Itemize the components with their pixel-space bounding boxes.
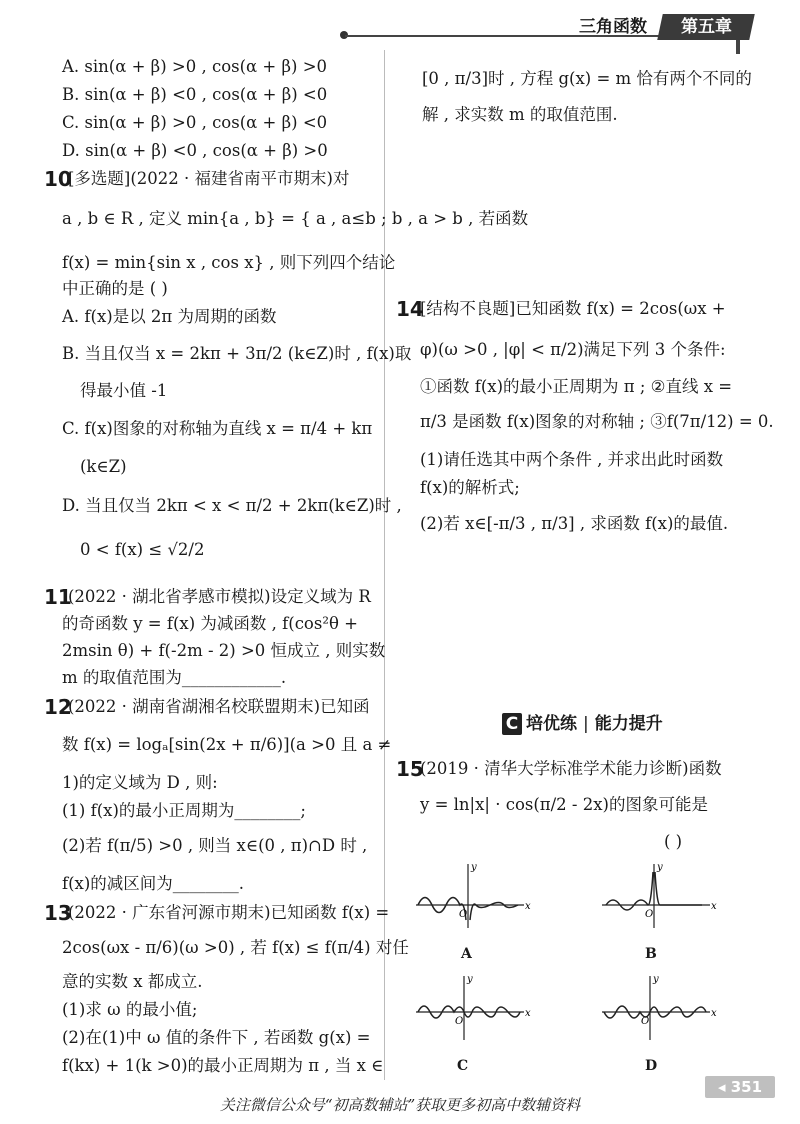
- q10-stem-line2: a , b ∈ R , 定义 min{a , b} = { a , a≤b ; b , a > b , 若函数: [62, 209, 529, 228]
- q12-line2: 数 f(x) = logₐ[sin(2x + π/6)](a >0 且 a ≠: [62, 735, 392, 754]
- q13-line3: 意的实数 x 都成立.: [62, 972, 203, 991]
- graph-c-origin: O: [455, 1016, 464, 1027]
- q9-option-c: C. sin(α + β) >0 , cos(α + β) <0: [62, 113, 328, 132]
- q12-line3: 1)的定义域为 D , 则:: [62, 773, 218, 792]
- graph-b-x-label: x: [711, 901, 717, 912]
- graph-c-x-label: x: [525, 1008, 531, 1019]
- graph-b-origin: O: [645, 909, 654, 920]
- chapter-number: 第五章: [657, 14, 755, 40]
- q14-line2: φ)(ω >0 , |φ| < π/2)满足下列 3 个条件:: [420, 340, 726, 359]
- q10-option-a: A. f(x)是以 2π 为周期的函数: [62, 307, 277, 326]
- q10-option-b-cont: 得最小值 -1: [80, 381, 168, 400]
- q10-option-c-cont: (k∈Z): [80, 457, 127, 476]
- graph-a: [414, 860, 534, 930]
- graph-b-label: B: [645, 946, 657, 962]
- q10-option-c: C. f(x)图象的对称轴为直线 x = π/4 + kπ: [62, 419, 373, 438]
- q14-part1: (1)请任选其中两个条件 , 并求出此时函数: [420, 450, 724, 469]
- graph-d-label: D: [645, 1058, 658, 1074]
- q14-line3: ①函数 f(x)的最小正周期为 π ; ②直线 x =: [420, 377, 733, 396]
- question-number-12: 12: [44, 695, 72, 719]
- graph-a-y-label: y: [471, 862, 477, 873]
- graph-a-origin: O: [459, 909, 468, 920]
- q13-part2-cont: f(kx) + 1(k >0)的最小正周期为 π , 当 x ∈: [62, 1056, 384, 1075]
- q14-part1-cont: f(x)的解析式;: [420, 478, 520, 497]
- footer-notice: 关注微信公众号“初高数辅站”获取更多初高中数辅资料: [219, 1096, 581, 1114]
- q15-line2: y = ln|x| · cos(π/2 - 2x)的图象可能是: [420, 795, 708, 814]
- graph-b-y-label: y: [657, 862, 663, 873]
- q14-line4: π/3 是函数 f(x)图象的对称轴 ; ③f(7π/12) = 0.: [420, 412, 774, 431]
- q10-stem-line1: [多选题](2022 · 福建省南平市期末)对: [68, 169, 350, 188]
- graph-d-origin: O: [641, 1016, 650, 1027]
- graph-a-label: A: [461, 946, 472, 962]
- question-number-14: 14: [396, 297, 424, 321]
- q12-part1: (1) f(x)的最小正周期为________;: [62, 801, 306, 820]
- q11-line4: m 的取值范围为____________.: [62, 668, 287, 687]
- q13-part1: (1)求 ω 的最小值;: [62, 1000, 198, 1019]
- page-number: ◂ 351: [705, 1076, 775, 1098]
- q13-part2: (2)在(1)中 ω 值的条件下 , 若函数 g(x) =: [62, 1028, 371, 1047]
- graph-d: [600, 972, 720, 1042]
- graph-b: [600, 860, 720, 930]
- column-divider: [384, 50, 385, 1080]
- question-number-10: 10: [44, 167, 72, 191]
- q13-line1: (2022 · 广东省河源市期末)已知函数 f(x) =: [68, 903, 390, 922]
- q12-part2-cont: f(x)的减区间为________.: [62, 874, 245, 893]
- section-title: 培优练: [526, 714, 577, 734]
- q12-line1: (2022 · 湖南省湖湘名校联盟期末)已知函: [68, 697, 370, 716]
- chapter-title: 三角函数: [579, 17, 647, 37]
- q11-line3: 2msin θ) + f(-2m - 2) >0 恒成立 , 则实数: [62, 641, 386, 660]
- q13-cont-line2: 解 , 求实数 m 的取值范围.: [422, 105, 618, 124]
- section-heading: C 培优练 | 能力提升: [502, 711, 663, 737]
- question-number-15: 15: [396, 757, 424, 781]
- header-pin: [736, 40, 740, 54]
- q9-option-a: A. sin(α + β) >0 , cos(α + β) >0: [62, 57, 328, 76]
- q10-option-d-cont: 0 < f(x) ≤ √2/2: [80, 540, 205, 559]
- q9-option-b: B. sin(α + β) <0 , cos(α + β) <0: [62, 85, 328, 104]
- q15-answer-bracket: ( ): [664, 832, 683, 851]
- graph-a-x-label: x: [525, 901, 531, 912]
- graph-c-label: C: [457, 1058, 469, 1074]
- q12-part2: (2)若 f(π/5) >0 , 则当 x∈(0 , π)∩D 时 ,: [62, 836, 368, 855]
- graph-c-y-label: y: [467, 974, 473, 985]
- question-number-11: 11: [44, 585, 72, 609]
- graph-d-x-label: x: [711, 1008, 717, 1019]
- q10-option-b: B. 当且仅当 x = 2kπ + 3π/2 (k∈Z)时 , f(x)取: [62, 344, 412, 363]
- graph-c: [414, 972, 534, 1042]
- q15-line1: (2019 · 清华大学标准学术能力诊断)函数: [420, 759, 722, 778]
- q10-stem-line3: f(x) = min{sin x , cos x} , 则下列四个结论: [62, 253, 396, 272]
- q14-line1: [结构不良题]已知函数 f(x) = 2cos(ωx +: [420, 299, 726, 318]
- section-letter: C: [502, 713, 522, 735]
- q14-part2: (2)若 x∈[-π/3 , π/3] , 求函数 f(x)的最值.: [420, 514, 729, 533]
- question-number-13: 13: [44, 901, 72, 925]
- q13-line2: 2cos(ωx - π/6)(ω >0) , 若 f(x) ≤ f(π/4) 对任: [62, 938, 409, 957]
- q9-option-d: D. sin(α + β) <0 , cos(α + β) >0: [62, 141, 328, 160]
- q11-line2: 的奇函数 y = f(x) 为减函数 , f(cos²θ +: [62, 614, 358, 633]
- q11-line1: (2022 · 湖北省孝感市模拟)设定义域为 R: [68, 587, 371, 606]
- section-subtitle: 能力提升: [594, 714, 663, 734]
- graph-d-y-label: y: [653, 974, 659, 985]
- q13-cont-line1: [0 , π/3]时 , 方程 g(x) = m 恰有两个不同的: [422, 69, 752, 88]
- q10-stem-line4: 中正确的是 ( ): [62, 279, 168, 298]
- q10-option-d: D. 当且仅当 2kπ < x < π/2 + 2kπ(k∈Z)时 ,: [62, 496, 402, 515]
